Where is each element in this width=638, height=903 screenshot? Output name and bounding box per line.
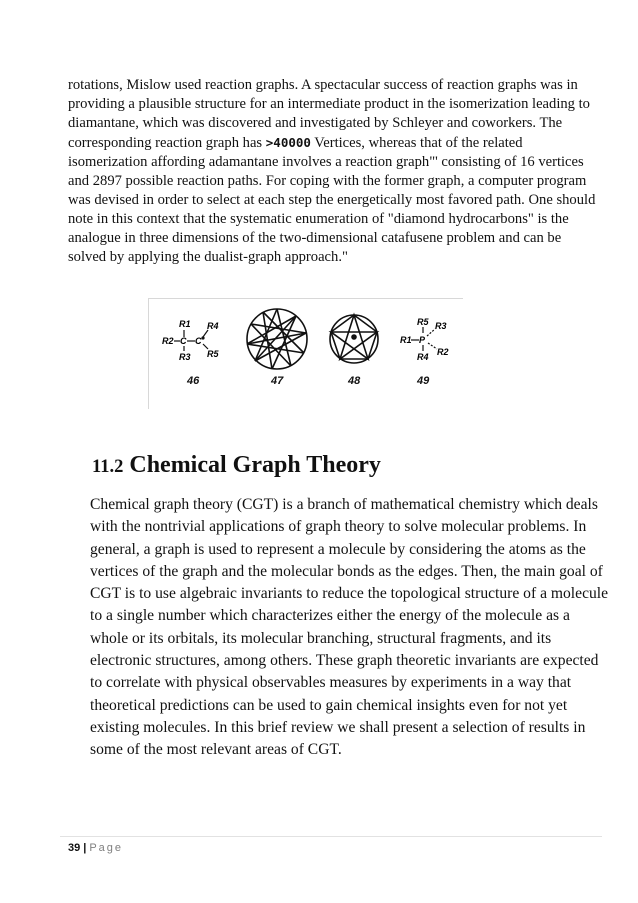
section-heading xyxy=(92,452,381,479)
section-number: 11.2 xyxy=(92,457,124,477)
vertex-count: >40000 xyxy=(265,135,311,150)
figure-label-48: 48 xyxy=(348,375,361,387)
figure-label-46: 46 xyxy=(187,375,200,387)
footer-divider xyxy=(60,836,602,837)
s46-c1: C xyxy=(180,336,187,346)
graph-48 xyxy=(330,315,378,363)
s49-r1: R1 xyxy=(400,335,412,345)
s49-p: P xyxy=(419,335,426,345)
figure-label-47: 47 xyxy=(271,375,284,387)
s49-r4: R4 xyxy=(417,352,429,362)
footer-separator: | xyxy=(83,842,87,854)
structure-46 xyxy=(162,319,219,362)
s49-r3: R3 xyxy=(435,321,447,331)
figure-drawing xyxy=(149,299,463,409)
reaction-graph-figure xyxy=(148,298,463,409)
graph-47 xyxy=(247,309,307,369)
s46-r3: R3 xyxy=(179,352,191,362)
figure-label-49: 49 xyxy=(417,375,430,387)
s46-c2: C xyxy=(195,336,202,346)
section-title: Chemical Graph Theory xyxy=(129,452,381,478)
section-body: Chemical graph theory (CGT) is a branch of mathematical chemistry which deals with the nontrivial applications of graph theory to solve molecular problems. In general, a graph is used to represent a molecule by considering the atoms as the vertices of the graph and the molecular bonds as the edges. Then, the main goal of CGT is to use algebraic invariants to reduce the topological structure of a molecule to a single number which characterizes either the energy of the molecule as a whole or its orbitals, its molecular branching, structural fragments, and its electronic structures, among others. These graph theoretic invariants are expected to correlate with physical observables measures by experiments in a way that theoretical predictions can be used to gain chemical insights even for not yet existing molecules. In this brief review we shall present a selection of results in some of the most relevant areas of CGT. xyxy=(90,496,609,759)
s49-r2: R2 xyxy=(437,347,449,357)
s46-r1: R1 xyxy=(179,319,191,329)
s46-r4: R4 xyxy=(207,321,219,331)
page-number: 39 xyxy=(68,842,81,854)
structure-49 xyxy=(400,317,449,362)
intro-text-after: Vertices, whereas that of the related isomerization affording adamantane involves a reaction graph"' consisting of 16 vertices and 2897 possible reaction paths. For coping with the former graph, a computer program was devised in order to select at each step the energetically most favored path. One should note in this context that the systematic enumeration of "diamond hydrocarbons" is the analogue in three dimensions of the two-dimensional catafusene problem and can be solved by applying the dualist-graph approach." xyxy=(68,135,596,265)
page-word: Page xyxy=(89,842,124,854)
intro-paragraph xyxy=(68,76,600,267)
s49-r5: R5 xyxy=(417,317,429,327)
s46-r2: R2 xyxy=(162,336,174,346)
page-footer xyxy=(68,842,123,854)
s46-r5: R5 xyxy=(207,349,219,359)
intro-text-before: rotations, Mislow used reaction graphs. A spectacular success of reaction graphs was in providing a plausible structure for an intermediate product in the isomerization leading to diamantane, which was discovered and investigated by Schleyer and coworkers. The corresponding reaction graph has xyxy=(68,77,590,151)
